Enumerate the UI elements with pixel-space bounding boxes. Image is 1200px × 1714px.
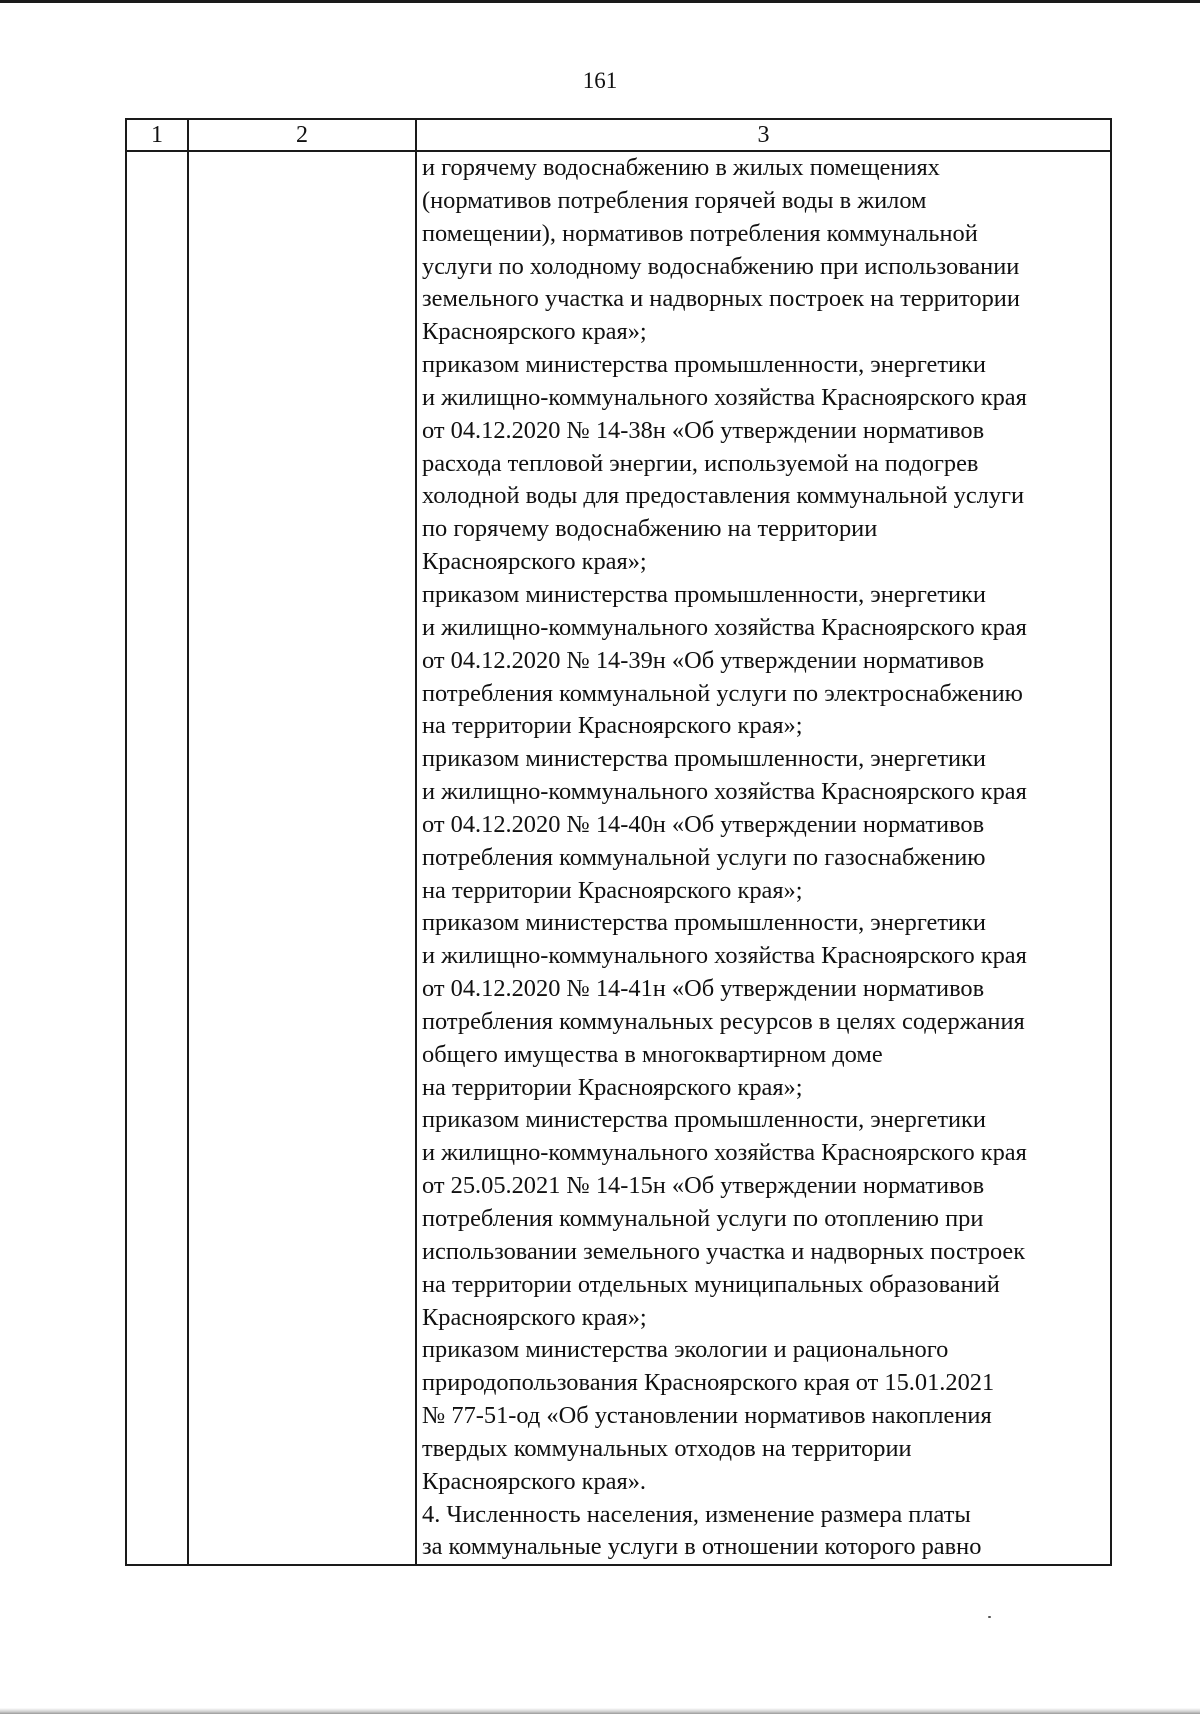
- text-line: на территории отдельных муниципальных образований: [422, 1270, 1000, 1298]
- text-line: использовании земельного участка и надворных построек: [422, 1237, 1026, 1265]
- text-line: приказом министерства промышленности, энергетики: [422, 580, 986, 608]
- text-line: от 04.12.2020 № 14-40н «Об утверждении нормативов: [422, 810, 985, 838]
- text-line: и горячему водоснабжению в жилых помещениях: [422, 154, 940, 181]
- column-header-2: 2: [188, 119, 416, 151]
- page-number: 161: [582, 68, 618, 93]
- text-line: (нормативов потребления горячей воды в жилом: [422, 186, 927, 214]
- text-line: потребления коммунальной услуги по отоплению при: [422, 1205, 984, 1232]
- scan-speck: [988, 1616, 991, 1618]
- text-line: на территории Красноярского края»;: [422, 1073, 803, 1101]
- text-line: и жилищно-коммунального хозяйства Красноярского края: [422, 383, 1027, 411]
- text-line: потребления коммунальной услуги по электроснабжению: [422, 679, 1023, 707]
- text-line: за коммунальные услуги в отношении которого равно: [422, 1533, 982, 1561]
- text-line: приказом министерства экологии и рационального: [422, 1336, 949, 1364]
- text-line: 4. Численность населения, изменение размера платы: [422, 1500, 971, 1528]
- text-line: приказом министерства промышленности, энергетики: [422, 745, 986, 773]
- text-line: природопользования Красноярского края от 15.01.2021: [422, 1369, 995, 1397]
- table-header-row: [126, 119, 1111, 151]
- text-line: помещении), нормативов потребления коммунальной: [422, 219, 978, 247]
- document-table: [125, 118, 1112, 1566]
- text-line: потребления коммунальной услуги по газоснабжению: [422, 843, 986, 871]
- column-header-3: 3: [416, 119, 1111, 151]
- text-line: расхода тепловой энергии, используемой на подогрев: [422, 449, 979, 477]
- text-line: от 25.05.2021 № 14-15н «Об утверждении нормативов: [422, 1172, 985, 1200]
- column-header-1: 1: [126, 119, 188, 151]
- text-line: по горячему водоснабжению на территории: [422, 515, 878, 543]
- text-line: земельного участка и надворных построек на территории: [422, 285, 1020, 313]
- text-line: и жилищно-коммунального хозяйства Красноярского края: [422, 778, 1027, 806]
- text-line: Красноярского края»;: [422, 548, 647, 576]
- text-line: Красноярского края»;: [422, 1303, 647, 1331]
- text-line: и жилищно-коммунального хозяйства Красноярского края: [422, 1139, 1027, 1167]
- cell-column-2: [188, 151, 416, 1565]
- text-line: и жилищно-коммунального хозяйства Красноярского края: [422, 942, 1027, 970]
- cell-column-1: [126, 151, 188, 1565]
- cell-column-3: [416, 151, 1111, 1565]
- text-line: № 77-51-од «Об установлении нормативов накопления: [422, 1402, 992, 1430]
- text-line: на территории Красноярского края»;: [422, 876, 803, 904]
- text-line: и жилищно-коммунального хозяйства Красноярского края: [422, 613, 1027, 641]
- text-line: общего имущества в многоквартирном доме: [422, 1040, 883, 1068]
- text-line: приказом министерства промышленности, энергетики: [422, 909, 986, 937]
- text-line: холодной воды для предоставления коммунальной услуги: [422, 482, 1025, 510]
- text-line: приказом министерства промышленности, энергетики: [422, 351, 986, 379]
- scan-top-edge: [0, 0, 1200, 3]
- text-line: на территории Красноярского края»;: [422, 712, 803, 740]
- scan-bottom-edge: [0, 1708, 1200, 1714]
- text-line: потребления коммунальных ресурсов в целях содержания: [422, 1007, 1025, 1035]
- text-line: от 04.12.2020 № 14-41н «Об утверждении нормативов: [422, 975, 985, 1003]
- text-line: Красноярского края»;: [422, 318, 647, 346]
- table-body-row: [126, 151, 1111, 1565]
- text-line: от 04.12.2020 № 14-38н «Об утверждении нормативов: [422, 416, 985, 444]
- text-line: твердых коммунальных отходов на территории: [422, 1434, 912, 1462]
- text-line: приказом министерства промышленности, энергетики: [422, 1106, 986, 1134]
- text-line: от 04.12.2020 № 14-39н «Об утверждении нормативов: [422, 646, 985, 674]
- text-line: услуги по холодному водоснабжению при использовании: [422, 252, 1020, 280]
- text-line: Красноярского края».: [422, 1467, 647, 1495]
